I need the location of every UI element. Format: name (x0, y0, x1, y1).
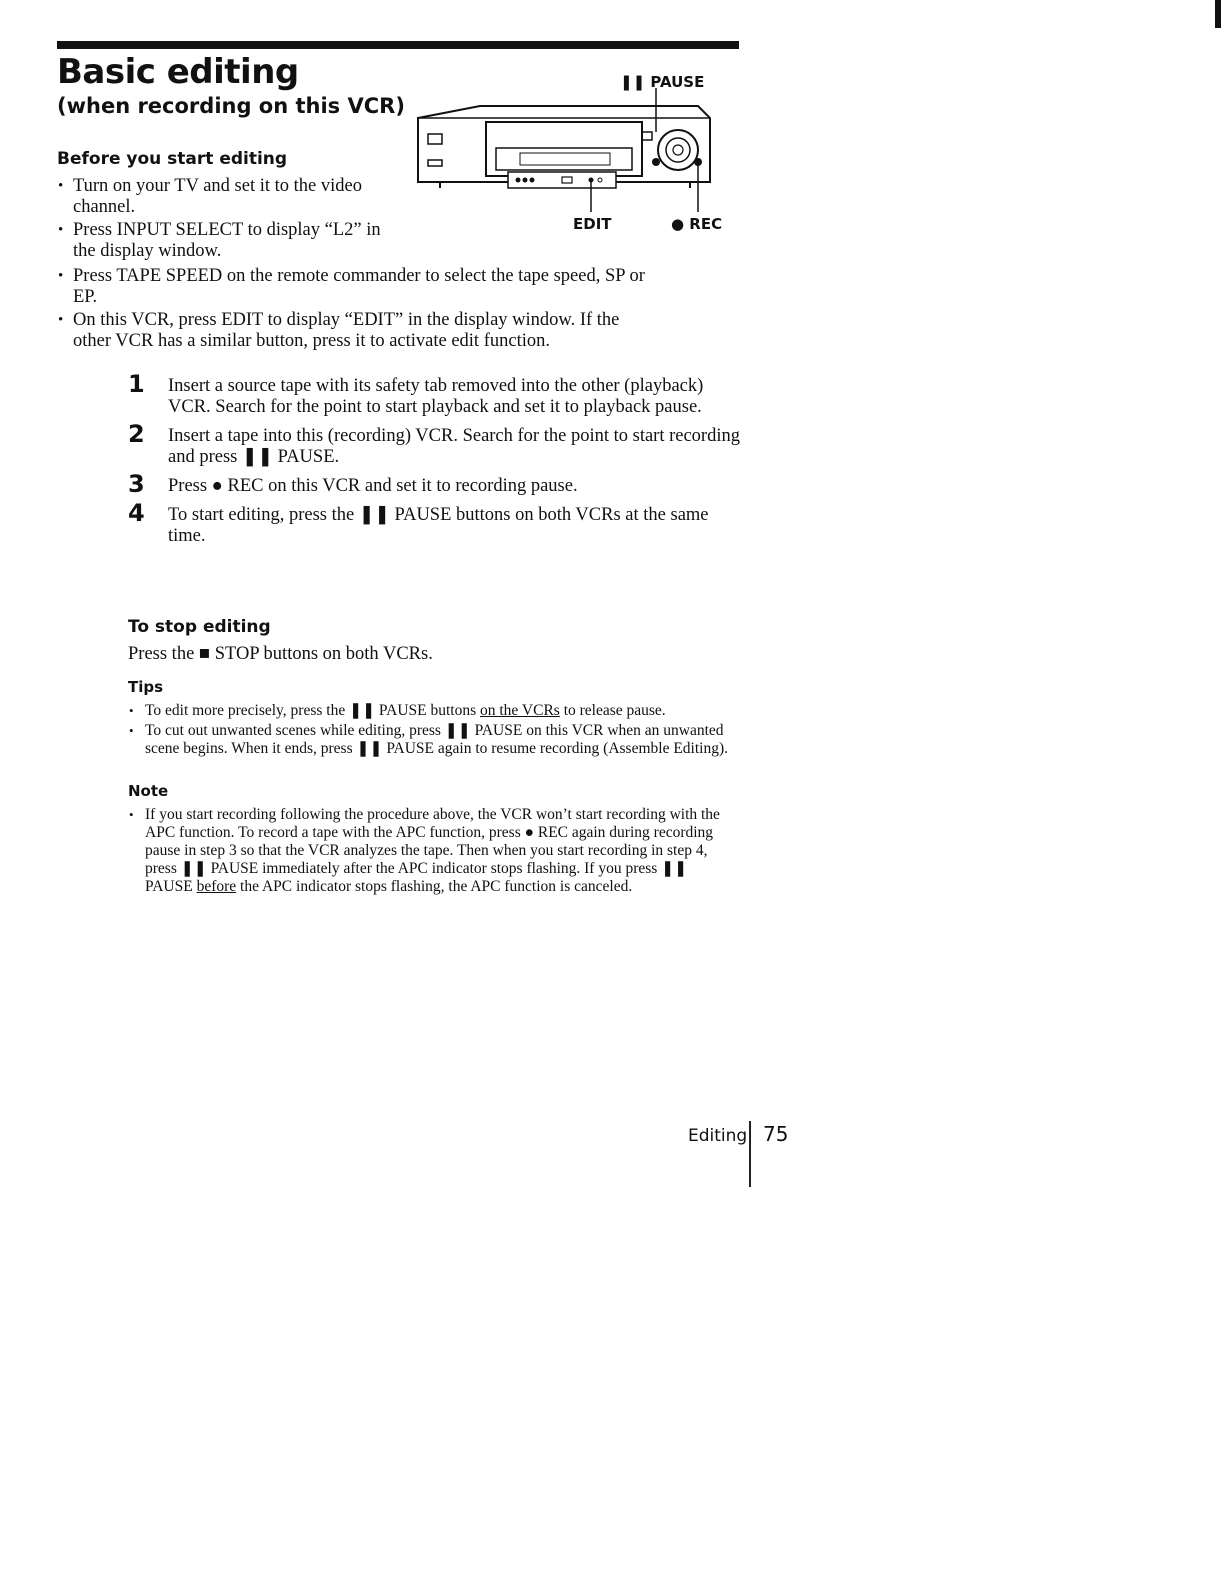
footer-section: Editing (688, 1126, 748, 1146)
step-item (128, 499, 748, 547)
stop-text: Press the ■ STOP buttons on both VCRs. (128, 644, 433, 664)
page-subtitle: (when recording on this VCR) (57, 94, 405, 118)
before-list-2 (57, 266, 647, 354)
before-item: • Press TAPE SPEED on the remote commander to select the tape speed, SP or EP. (57, 266, 647, 308)
header-rule (57, 41, 739, 49)
note-heading: Note (128, 782, 169, 800)
step-text: Insert a source tape with its safety tab removed into the other (playback) VCR. Search for the point to start playback and set it to playback pause. (168, 376, 704, 417)
tip-underlined: on the VCRs (480, 702, 560, 719)
page-title: Basic editing (57, 52, 299, 92)
tip-text: To edit more precisely, press the ❚❚ PAUSE buttons (145, 702, 480, 719)
step-text: Press ● REC on this VCR and set it to recording pause. (168, 476, 578, 496)
steps-list (128, 370, 748, 555)
step-number: 2 (128, 420, 145, 448)
rec-label: ● REC (671, 215, 723, 233)
edit-label: EDIT (573, 215, 612, 233)
footer-divider (749, 1121, 751, 1187)
edge-mark (1215, 0, 1221, 28)
page-number: 75 (763, 1122, 789, 1146)
step-text: Insert a tape into this (recording) VCR. Search for the point to start recording and press ❚❚ PAUSE. (168, 426, 740, 467)
tip-item (128, 702, 728, 720)
before-item: • Press INPUT SELECT to display “L2” in the display window. (57, 220, 397, 262)
note-underlined: before (196, 878, 237, 895)
note-list (128, 806, 738, 898)
tips-heading: Tips (128, 678, 164, 696)
step-item (128, 470, 748, 498)
stop-heading: To stop editing (128, 617, 271, 637)
step-number: 1 (128, 370, 145, 398)
before-list-1 (57, 176, 397, 264)
note-text: the APC indicator stops flashing, the APC function is canceled. (236, 878, 633, 895)
before-heading: Before you start editing (57, 149, 288, 169)
step-item (128, 420, 748, 468)
step-number: 3 (128, 470, 145, 498)
step-item (128, 370, 748, 418)
note-text: If you start recording following the procedure above, the VCR won’t start recording with the APC function. To record a tape with the APC function, press ● REC again during recording pause in step 3 so that the VCR analyzes the tape. Then when you start recording in step 4, press ❚❚ PAUSE immediately after the APC indicator stops flashing. If you press ❚❚ PAUSE (145, 806, 720, 895)
before-item: • Turn on your TV and set it to the video channel. (57, 176, 397, 218)
tip-item: • To cut out unwanted scenes while editing, press ❚❚ PAUSE on this VCR when an unwanted scene begins. When it ends, press ❚❚ PAUSE again to resume recording (Assemble Editing). (128, 722, 728, 758)
note-item (128, 806, 738, 896)
tip-text: to release pause. (559, 702, 666, 719)
pause-label: ❚❚ PAUSE (620, 73, 705, 91)
before-item: • On this VCR, press EDIT to display “EDIT” in the display window. If the other VCR has a similar button, press it to activate edit function. (57, 310, 647, 352)
step-number: 4 (128, 499, 145, 527)
step-text: To start editing, press the ❚❚ PAUSE buttons on both VCRs at the same time. (168, 505, 709, 546)
tips-list (128, 702, 728, 760)
